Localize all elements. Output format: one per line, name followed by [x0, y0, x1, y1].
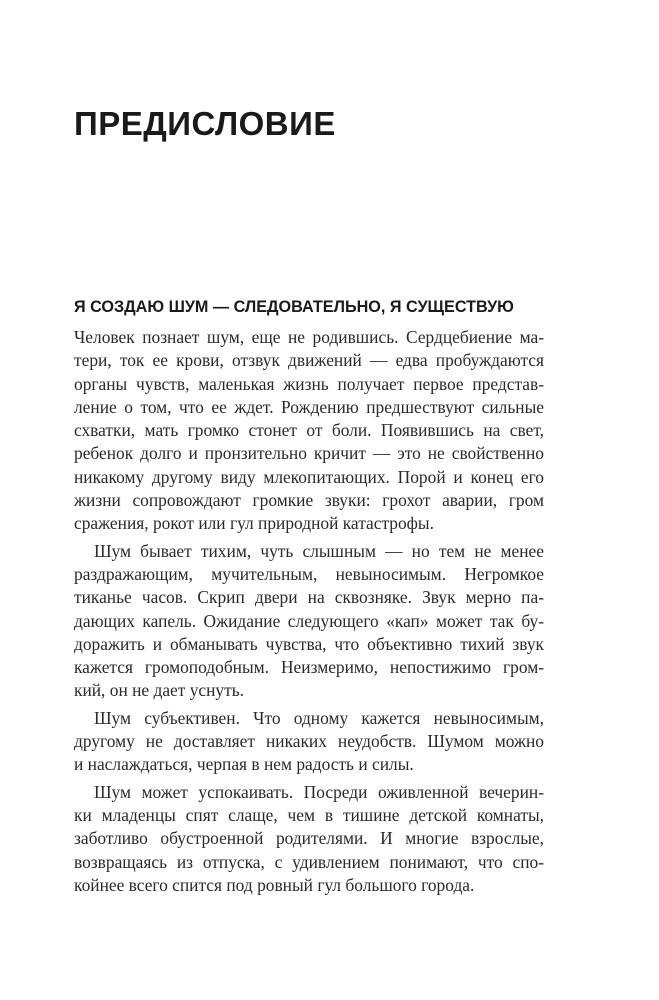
paragraph-3	[74, 707, 544, 777]
text-line: и наслаждаться, черпая в нем радость и силы.	[74, 754, 414, 775]
text-line: кий, он не дает уснуть.	[74, 680, 245, 701]
text-line: возвращаясь из отпуска, с удивлением понимают, что спо-	[74, 851, 544, 872]
text-line: жизни сопровождают громкие звуки: грохот аварии, гром	[74, 490, 544, 511]
text-line: тиканье часов. Скрип двери на сквозняке. Звук мерно па-	[74, 587, 544, 608]
text-line: доражить и обманывать чувства, что объективно тихий звук	[74, 633, 544, 654]
paragraph-2	[74, 540, 544, 703]
text-line: кажется громоподобным. Неизмеримо, непостижимо гром-	[74, 657, 544, 678]
text-line: тери, ток ее крови, отзвук движений — едва пробуждаются	[74, 350, 544, 371]
text-line: дающих капель. Ожидание следующего «кап» может так бу-	[74, 610, 544, 631]
body-text	[74, 326, 544, 901]
text-line: Шум бывает тихим, чуть слышным — но тем не менее	[94, 540, 544, 561]
text-line: ки младенцы спят слаще, чем в тишине детской комнаты,	[74, 804, 544, 825]
text-line: органы чувств, маленькая жизнь получает первое представ-	[74, 373, 544, 394]
paragraph-1	[74, 326, 544, 536]
text-line: Шум субъективен. Что одному кажется невыносимым,	[94, 707, 544, 728]
section-heading: Я СОЗДАЮ ШУМ — СЛЕДОВАТЕЛЬНО, Я СУЩЕСТВУЮ	[74, 298, 514, 316]
text-line: сражения, рокот или гул природной катастрофы.	[74, 513, 434, 534]
text-line: никакому другому виду млекопитающих. Порой и конец его	[74, 466, 544, 487]
text-line: койнее всего спится под ровный гул большого города.	[74, 874, 475, 895]
text-line: Человек познает шум, еще не родившись. Сердцебиение ма-	[74, 327, 544, 347]
text-line: ление о том, что ее ждет. Рождению предшествуют сильные	[74, 396, 544, 417]
text-line: раздражающим, мучительным, невыносимым. Негромкое	[74, 563, 544, 584]
text-line: схватки, мать громко стонет от боли. Появившись на свет,	[74, 420, 544, 441]
paragraph-4	[74, 781, 544, 897]
text-line: ребенок долго и пронзительно кричит — это не свойственно	[74, 443, 544, 464]
chapter-title: ПРЕДИСЛОВИЕ	[74, 105, 336, 142]
text-line: Шум может успокаивать. Посреди оживленной вечерин-	[94, 781, 544, 802]
text-line: другому не доставляет никаких неудобств. Шумом можно	[74, 731, 544, 752]
text-line: заботливо обустроенной родителями. И многие взрослые,	[74, 828, 544, 849]
